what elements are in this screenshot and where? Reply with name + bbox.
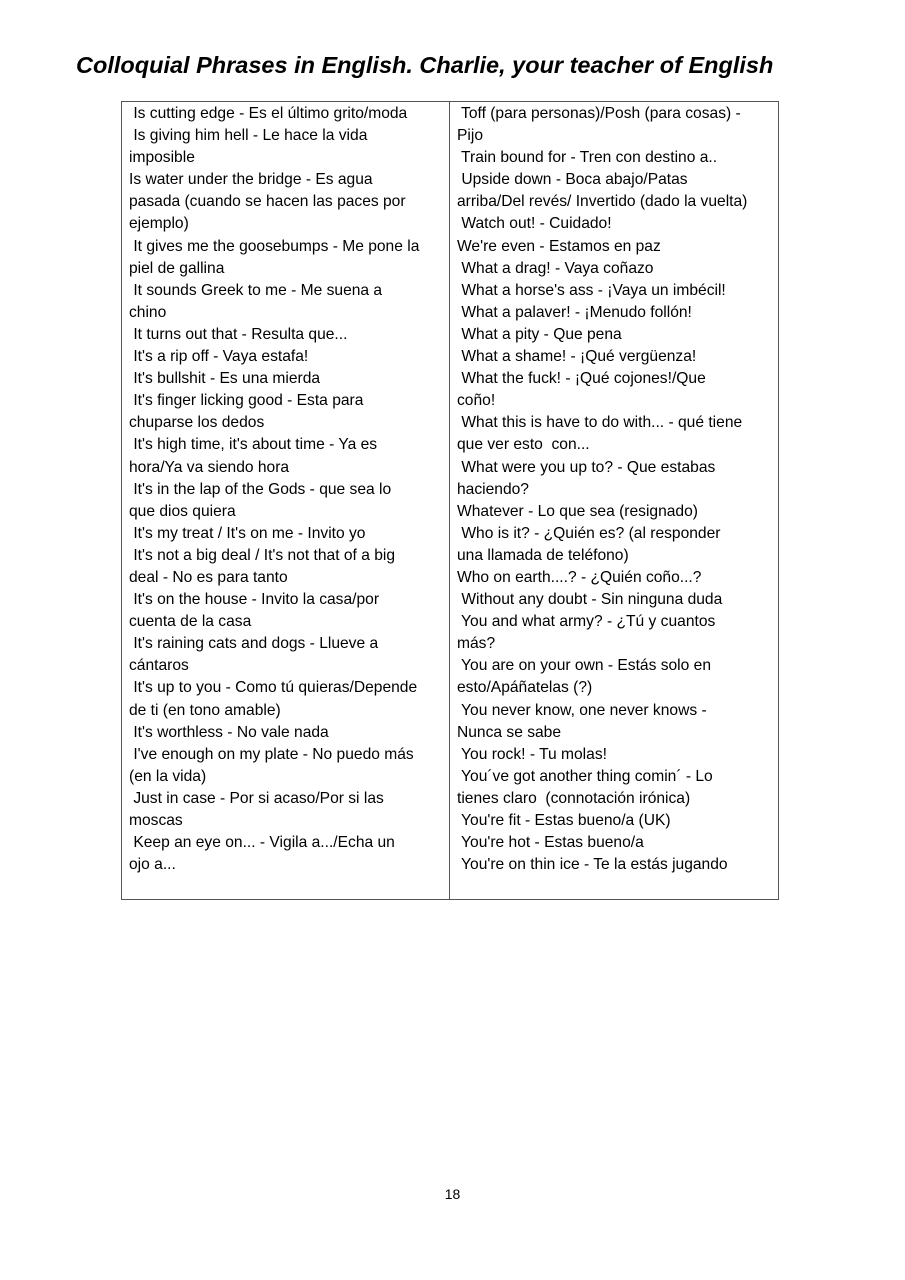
phrase-entry [457,744,778,766]
phrase-line: Pijo [457,127,484,145]
phrase-entry [129,832,449,876]
right-column [450,102,778,899]
phrase-line: piel de gallina [129,259,225,277]
phrase-line: Toff (para personas)/Posh (para cosas) - [457,105,741,122]
phrase-line: What a pity - Que pena [457,325,622,343]
page-number: 18 [444,1186,461,1202]
phrase-line: What this is have to do with... - qué tiene [457,414,743,432]
phrase-entry [129,280,449,324]
phrase-entry [129,633,449,677]
phrase-line: Is water under the bridge - Es agua [129,171,373,189]
phrase-line: moscas [129,812,183,829]
phrase-line: chuparse los dedos [129,414,265,432]
phrase-line: You are on your own - Estás solo en [457,657,711,675]
phrase-line: It's raining cats and dogs - Llueve a [129,635,379,653]
phrase-entry [457,412,778,456]
phrase-line: It's on the house - Invito la casa/por [129,591,380,609]
phrase-entry [457,523,778,567]
phrase-line: What a palaver! - ¡Menudo follón! [457,303,692,321]
phrase-entry [457,589,778,611]
phrase-line: Is giving him hell - Le hace la vida [129,127,368,145]
phrase-entry [457,302,778,324]
phrase-entry [129,346,449,368]
phrase-line: It's worthless - No vale nada [129,723,329,741]
phrase-line: You rock! - Tu molas! [457,745,607,763]
phrase-line: You´ve got another thing comin´ - Lo [457,767,713,785]
phrase-entry [457,368,778,412]
phrase-entry [457,280,778,302]
phrase-line: It's a rip off - Vaya estafa! [129,348,309,366]
phrase-line: tienes claro (connotación irónica) [457,789,691,807]
phrase-line: We're even - Estamos en paz [457,237,661,255]
phrase-line: Train bound for - Tren con destino a.. [457,149,718,167]
phrase-line: de ti (en tono amable) [129,701,281,719]
phrase-line: cántaros [129,657,189,675]
phrase-entry [457,832,778,854]
phrase-line: coño! [457,392,496,410]
phrase-line: You're on thin ice - Te la estás jugando [457,856,728,874]
phrase-line: una llamada de teléfono) [457,546,629,564]
phrase-line: Just in case - Por si acaso/Por si las [129,789,384,807]
phrase-line: ojo a... [129,856,176,874]
phrase-line: You never know, one never knows - [457,701,707,719]
phrase-entry [457,169,778,213]
phrase-line: It's bullshit - Es una mierda [129,370,321,388]
page-title: Colloquial Phrases in English. Charlie, your teacher of English [76,52,774,78]
phrase-line: I've enough on my plate - No puedo más [129,745,414,763]
phrase-line: Who is it? - ¿Quién es? (al responder [457,524,721,542]
phrase-line: pasada (cuando se hacen las paces por [129,193,406,211]
phrase-line: What a drag! - Vaya coñazo [457,259,654,277]
phrase-line: It's high time, it's about time - Ya es [129,436,378,454]
phrase-line: Upside down - Boca abajo/Patas [457,171,688,189]
phrase-entry [129,236,449,280]
phrase-entry [129,390,449,434]
phrase-entry [129,722,449,744]
phrase-entry [129,788,449,832]
phrase-line: esto/Apáñatelas (?) [457,679,593,697]
phrase-entry [457,258,778,280]
phrase-entry [129,434,449,478]
left-column [122,102,450,899]
phrase-line: What a shame! - ¡Qué vergüenza! [457,348,697,366]
phrase-line: It's finger licking good - Esta para [129,392,364,410]
phrase-entry [129,523,449,545]
phrase-line: You and what army? - ¿Tú y cuantos [457,613,716,631]
phrase-entry [129,324,449,346]
phrase-entry [457,655,778,699]
phrase-line: What were you up to? - Que estabas [457,458,716,476]
phrase-entry [457,213,778,235]
phrase-line: It turns out that - Resulta que... [129,325,348,343]
phrase-line: arriba/Del revés/ Invertido (dado la vuelta) [457,193,748,211]
phrase-entry [129,677,449,721]
phrase-line: It's up to you - Como tú quieras/Depende [129,679,418,697]
phrase-line: It's not a big deal / It's not that of a big [129,546,396,564]
phrase-entry [129,744,449,788]
phrase-entry [457,346,778,368]
phrase-entry [457,810,778,832]
phrase-line: What a horse's ass - ¡Vaya un imbécil! [457,281,726,299]
phrase-entry [457,236,778,258]
phrase-line: Nunca se sabe [457,723,562,741]
phrase-line: Who on earth....? - ¿Quién coño...? [457,568,702,586]
phrase-line: cuenta de la casa [129,613,252,631]
phrase-entry [457,611,778,655]
phrase-line: It sounds Greek to me - Me suena a [129,281,383,299]
phrase-entry [457,147,778,169]
phrase-line: It gives me the goosebumps - Me pone la [129,237,420,255]
phrase-line: It's in the lap of the Gods - que sea lo [129,480,392,498]
phrase-line: Keep an eye on... - Vigila a.../Echa un [129,834,395,852]
phrase-entry [457,567,778,589]
phrase-line: que ver esto con... [457,436,590,454]
phrase-entry [457,457,778,501]
phrase-line: Is cutting edge - Es el último grito/moda [129,105,408,122]
phrase-entry [457,501,778,523]
phrase-line: Without any doubt - Sin ninguna duda [457,591,723,609]
phrase-entry [129,368,449,390]
phrase-line: It's my treat / It's on me - Invito yo [129,524,366,542]
phrase-entry [457,324,778,346]
phrase-line: hora/Ya va siendo hora [129,458,290,476]
phrase-entry [457,700,778,744]
phrase-line: haciendo? [457,480,529,498]
phrase-line: (en la vida) [129,767,207,785]
phrase-entry [457,854,778,876]
phrase-line: You're fit - Estas bueno/a (UK) [457,812,671,829]
phrase-line: What the fuck! - ¡Qué cojones!/Que [457,370,706,388]
phrase-line: ejemplo) [129,215,189,233]
phrase-line: chino [129,303,167,321]
phrase-entry [129,545,449,589]
phrase-line: que dios quiera [129,502,236,520]
phrase-line: Watch out! - Cuidado! [457,215,612,233]
phrases-table [121,101,779,900]
phrase-line: deal - No es para tanto [129,568,288,586]
phrase-entry [129,589,449,633]
phrase-entry [129,125,449,169]
phrase-entry [129,169,449,235]
phrase-entry [129,103,449,125]
phrase-line: imposible [129,149,195,167]
phrase-entry [457,103,778,147]
phrase-line: más? [457,635,496,653]
phrase-entry [457,766,778,810]
phrase-entry [129,479,449,523]
phrase-line: You're hot - Estas bueno/a [457,834,644,852]
phrase-line: Whatever - Lo que sea (resignado) [457,502,698,520]
